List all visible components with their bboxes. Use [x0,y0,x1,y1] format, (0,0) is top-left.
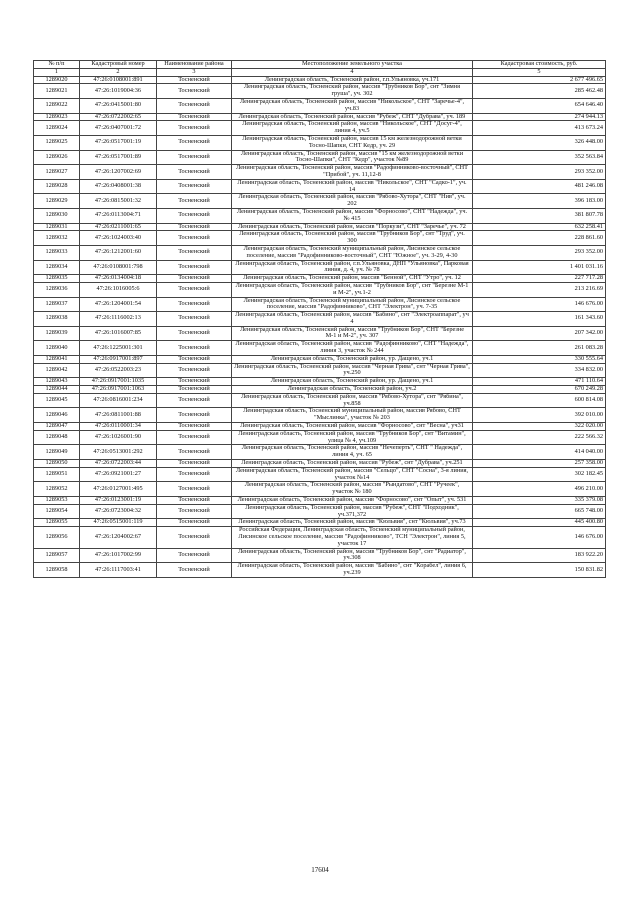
cadastral-number-cell: 47:26:0123001:19 [80,497,157,505]
cadastral-number-cell: 47:26:0127001:495 [80,482,157,497]
cadastral-value-cell: 414 040.00 [473,445,606,460]
district-cell: Тосненский [157,341,232,356]
page-number: 17604 [311,866,329,874]
cadastral-number-cell: 47:26:1225001:301 [80,341,157,356]
row-number-cell: 1289036 [34,282,80,297]
table-row [34,312,606,327]
location-cell: Ленинградская область, Тосненский район, массив "Кюльвия", снт "Кюльвия", уч.73 [232,519,473,527]
district-cell: Тосненский [157,445,232,460]
cadastral-value-cell: 670 249.28 [473,386,606,394]
district-cell: Тосненский [157,519,232,527]
cadastral-value-cell: 213 216.69 [473,282,606,297]
table-row [34,245,606,260]
row-number-cell: 1289025 [34,135,80,150]
cadastral-value-cell: 227 717.28 [473,275,606,283]
header-cell: Местоположение земельного участка [232,61,473,69]
cadastral-number-cell: 47:26:0211001:65 [80,223,157,231]
location-cell: Ленинградская область, Тосненский район, массив "Радофинниково", СНТ "Надежда", линия 3, участок № 244 [232,341,473,356]
cadastral-value-cell: 257 358.00 [473,460,606,468]
district-cell: Тосненский [157,548,232,563]
location-cell: Ленинградская область, Тосненский район, массив "Трубников Бор", снт "Радиатор", уч.308 [232,548,473,563]
location-cell: Ленинградская область, Тосненский район, массив "Форносово", снт "Весна", уч31 [232,423,473,431]
cadastral-number-cell: 47:26:0522003:23 [80,363,157,378]
header-number-cell: 2 [80,68,157,76]
row-number-cell: 1289021 [34,84,80,99]
table-row [34,482,606,497]
cadastral-table [33,60,606,578]
row-number-cell: 1289056 [34,527,80,548]
row-number-cell: 1289028 [34,179,80,194]
row-number-cell: 1289035 [34,275,80,283]
cadastral-value-cell: 302 182.45 [473,467,606,482]
cadastral-number-cell: 47:26:1212001:60 [80,245,157,260]
district-cell: Тосненский [157,326,232,341]
table-row [34,165,606,180]
location-cell: Ленинградская область, Тосненский район, массив "Поркузи", СНТ "Заречье", уч. 72 [232,223,473,231]
table-row [34,260,606,275]
row-number-cell: 1289026 [34,150,80,165]
district-cell: Тосненский [157,76,232,84]
row-number-cell: 1289046 [34,408,80,423]
table-row [34,363,606,378]
table-row [34,408,606,423]
cadastral-value-cell: 146 676.00 [473,297,606,312]
cadastral-value-cell: 285 462.48 [473,84,606,99]
cadastral-number-cell: 47:26:0816001:234 [80,393,157,408]
district-cell: Тосненский [157,430,232,445]
cadastral-value-cell: 274 944.13 [473,113,606,121]
district-cell: Тосненский [157,355,232,363]
district-cell: Тосненский [157,408,232,423]
row-number-cell: 1289049 [34,445,80,460]
row-number-cell: 1289023 [34,113,80,121]
header-number-cell: 4 [232,68,473,76]
table-row [34,282,606,297]
row-number-cell: 1289047 [34,423,80,431]
header-cell: Кадастровый номер [80,61,157,69]
cadastral-number-cell: 47:26:0407001:72 [80,121,157,136]
location-cell: Ленинградская область, Тосненский район, ур. Дащено, уч.1 [232,378,473,386]
table-row [34,121,606,136]
row-number-cell: 1289029 [34,194,80,209]
row-number-cell: 1289039 [34,326,80,341]
table-row [34,208,606,223]
cadastral-number-cell: 47:26:1026001:90 [80,430,157,445]
cadastral-value-cell: 471 110.64 [473,378,606,386]
cadastral-value-cell: 496 210.00 [473,482,606,497]
district-cell: Тосненский [157,113,232,121]
location-cell: Ленинградская область, Тосненский район, массив "Черная Грива", снт "Черная Грива", уч.250 [232,363,473,378]
table-row [34,179,606,194]
header-number-cell: 3 [157,68,232,76]
table-row [34,563,606,578]
cadastral-value-cell: 161 343.60 [473,312,606,327]
location-cell: Ленинградская область, Тосненский район, массив "Рубеж", СНТ "Подходник", уч.371,372 [232,504,473,519]
location-cell: Ленинградская область, Тосненский район, массив "Нечеперть", СНТ " Надежда", линия 4, уч. 65 [232,445,473,460]
row-number-cell: 1289048 [34,430,80,445]
cadastral-number-cell: 47:26:1016007:85 [80,326,157,341]
location-cell: Ленинградская область, Тосненский район, массив "Трубников Бор", СНТ "Березнe М-1 и М-2", уч. 307 [232,326,473,341]
table-row [34,527,606,548]
district-cell: Тосненский [157,194,232,209]
row-number-cell: 1289041 [34,355,80,363]
cadastral-number-cell: 47:26:1204001:54 [80,297,157,312]
cadastral-value-cell: 326 448.00 [473,135,606,150]
location-cell: Ленинградская область, Тосненский муниципальный район, Лисинское сельское поселение, массив "Радофинниково-восточный", СНТ "Южное", уч. 3-29, 4-30 [232,245,473,260]
header-number-row [34,68,606,76]
cadastral-number-cell: 47:26:0515001:119 [80,519,157,527]
row-number-cell: 1289022 [34,98,80,113]
location-cell: Российская Федерация, Ленинградская область, Тосненский муниципальный район, Лисинское сельское поселение, массив "Радофинниково", ТСН "Электрон", линия 5, участок 17 [232,527,473,548]
district-cell: Тосненский [157,231,232,246]
location-cell: Ленинградская область, Тосненский район, массив "Никольское", СНТ "Садко-1", уч. 14 [232,179,473,194]
district-cell: Тосненский [157,312,232,327]
cadastral-value-cell: 1 401 031.16 [473,260,606,275]
location-cell: Ленинградская область, Тосненский район, массив "Форносово", снт "Опыт", уч. 531 [232,497,473,505]
row-number-cell: 1289044 [34,386,80,394]
row-number-cell: 1289052 [34,482,80,497]
cadastral-number-cell: 47:26:0921001:27 [80,467,157,482]
row-number-cell: 1289053 [34,497,80,505]
table-row [34,326,606,341]
cadastral-value-cell: 392 010.00 [473,408,606,423]
cadastral-number-cell: 47:26:0917001:1035 [80,378,157,386]
district-cell: Тосненский [157,297,232,312]
district-cell: Тосненский [157,245,232,260]
row-number-cell: 1289034 [34,260,80,275]
cadastral-number-cell: 47:26:0110001:34 [80,423,157,431]
district-cell: Тосненский [157,563,232,578]
cadastral-value-cell: 228 861.60 [473,231,606,246]
location-cell: Ленинградская область, Тосненский район, массив "Сельцо", СНТ "Сосна", 3-я линия, участок №14 [232,467,473,482]
district-cell: Тосненский [157,282,232,297]
cadastral-value-cell: 413 673.24 [473,121,606,136]
table-row [34,135,606,150]
district-cell: Тосненский [157,378,232,386]
district-cell: Тосненский [157,386,232,394]
table-row [34,393,606,408]
cadastral-value-cell: 600 814.08 [473,393,606,408]
row-number-cell: 1289058 [34,563,80,578]
table-row [34,445,606,460]
cadastral-number-cell: 47:26:1019004:36 [80,84,157,99]
cadastral-number-cell: 47:26:1017002:99 [80,548,157,563]
location-cell: Ленинградская область, Тосненский район, массив "15 км железнодорожной ветки Тосно-Шапки", СНТ "Кедр", участок №89 [232,150,473,165]
header-cell: Кадастровая стоимость, руб. [473,61,606,69]
cadastral-number-cell: 47:26:1204002:67 [80,527,157,548]
row-number-cell: 1289031 [34,223,80,231]
location-cell: Ленинградская область, Тосненский район, массив "Бабино", снт "Электроаппарат", уч 4 [232,312,473,327]
cadastral-number-cell: 47:26:0722002:65 [80,113,157,121]
cadastral-number-cell: 47:26:0517001:89 [80,150,157,165]
location-cell: Ленинградская область, Тосненский район, массив "Трубников Бор", снт "Труд", уч. 300 [232,231,473,246]
district-cell: Тосненский [157,275,232,283]
cadastral-number-cell: 47:26:1116002:13 [80,312,157,327]
row-number-cell: 1289057 [34,548,80,563]
table-row [34,504,606,519]
cadastral-value-cell: 293 352.00 [473,245,606,260]
cadastral-value-cell: 334 832.00 [473,363,606,378]
cadastral-number-cell: 47:26:0811001:88 [80,408,157,423]
district-cell: Тосненский [157,165,232,180]
district-cell: Тосненский [157,423,232,431]
district-cell: Тосненский [157,504,232,519]
cadastral-value-cell: 632 258.41 [473,223,606,231]
table-body [34,76,606,577]
row-number-cell: 1289042 [34,363,80,378]
district-cell: Тосненский [157,98,232,113]
district-cell: Тосненский [157,363,232,378]
location-cell: Ленинградская область, Тосненский район, массив "Трубников Бор", снт "Витамин", улица № 4, уч.109 [232,430,473,445]
header-number-cell: 1 [34,68,80,76]
row-number-cell: 1289032 [34,231,80,246]
cadastral-value-cell: 665 748.00 [473,504,606,519]
cadastral-number-cell: 47:26:0723004:32 [80,504,157,519]
row-number-cell: 1289054 [34,504,80,519]
location-cell: Ленинградская область, Тосненский район, массив "Радофинниково-восточный", СНТ "Прибой", уч. 11,12-8 [232,165,473,180]
location-cell: Ленинградская область, Тосненский район, массив "Трубников Бор", снт "Березнe М-1 и М-2", уч.1-2 [232,282,473,297]
district-cell: Тосненский [157,84,232,99]
cadastral-value-cell: 2 677 496.65 [473,76,606,84]
cadastral-number-cell: 47:26:1024003:40 [80,231,157,246]
cadastral-number-cell: 47:26:0815001:32 [80,194,157,209]
district-cell: Тосненский [157,467,232,482]
location-cell: Ленинградская область, Тосненский район, массив "Рубеж", снт "Дубрава", уч.251 [232,460,473,468]
location-cell: Ленинградская область, Тосненский район, г.п.Ульяновка, ДНП "Ульяновка", Парковая линия, д. 4, уч. № 78 [232,260,473,275]
cadastral-number-cell: 47:26:0108001:891 [80,76,157,84]
header-cell: № п/п [34,61,80,69]
location-cell: Ленинградская область, Тосненский район, массив "Рябово-Хутора", СНТ "Нив", уч. 202 [232,194,473,209]
location-cell: Ленинградская область, Тосненский район, массив "Трубников Бор", снт "Зимня груша", уч. 302 [232,84,473,99]
table-row [34,150,606,165]
location-cell: Ленинградская область, Тосненский район, массив "Бабино", снт "Корабел", линия 6, уч.239 [232,563,473,578]
cadastral-number-cell: 47:26:0415001:80 [80,98,157,113]
district-cell: Тосненский [157,527,232,548]
cadastral-number-cell: 47:26:1016005:6 [80,282,157,297]
district-cell: Тосненский [157,482,232,497]
row-number-cell: 1289045 [34,393,80,408]
table-row [34,430,606,445]
cadastral-value-cell: 261 083.28 [473,341,606,356]
district-cell: Тосненский [157,393,232,408]
row-number-cell: 1289033 [34,245,80,260]
cadastral-value-cell: 481 246.08 [473,179,606,194]
location-cell: Ленинградская область, Тосненский район, массив "Бенной", СНТ "Утро", уч. 12 [232,275,473,283]
location-cell: Ленинградская область, Тосненский район, массив 15 км железнодорожной ветки Тосно-Шапки, СНТ Кедр, уч. 29 [232,135,473,150]
district-cell: Тосненский [157,260,232,275]
cadastral-value-cell: 335 379.08 [473,497,606,505]
location-cell: Ленинградская область, Тосненский район, г.п.Ульяновка, уч.171 [232,76,473,84]
table-row [34,341,606,356]
cadastral-value-cell: 293 352.00 [473,165,606,180]
location-cell: Ленинградская область, Тосненский район, массив "Рябово-Хутора", снт "Рябина", уч.858 [232,393,473,408]
cadastral-value-cell: 322 020.00 [473,423,606,431]
location-cell: Ленинградская область, Тосненский район, массив "Рубеж", СНТ "Дубрава", уч. 189 [232,113,473,121]
cadastral-value-cell: 654 646.40 [473,98,606,113]
location-cell: Ленинградская область, Тосненский район, массив "Рындатово", СНТ "Ручеек", участок № 180 [232,482,473,497]
cadastral-number-cell: 47:26:0408001:38 [80,179,157,194]
cadastral-value-cell: 352 563.84 [473,150,606,165]
cadastral-value-cell: 381 807.78 [473,208,606,223]
cadastral-value-cell: 396 183.00 [473,194,606,209]
row-number-cell: 1289055 [34,519,80,527]
cadastral-value-cell: 146 676.00 [473,527,606,548]
location-cell: Ленинградская область, Тосненский район, массив "Никольское", СНТ "Досуг-4", линия 4, уч.5 [232,121,473,136]
district-cell: Тосненский [157,121,232,136]
row-number-cell: 1289040 [34,341,80,356]
location-cell: Ленинградская область, Тосненский муниципальный район, Лисинское сельское поселение, массив "Радофинниково", СНТ "Электрон", уч. 7-35 [232,297,473,312]
cadastral-number-cell: 47:26:0722003:44 [80,460,157,468]
district-cell: Тосненский [157,460,232,468]
cadastral-number-cell: 47:26:0917001:897 [80,355,157,363]
table-row [34,548,606,563]
district-cell: Тосненский [157,497,232,505]
district-cell: Тосненский [157,135,232,150]
district-cell: Тосненский [157,179,232,194]
location-cell: Ленинградская область, Тосненский муниципальный район, массив Рябово, СНТ "Мыслинка", участок № 203 [232,408,473,423]
location-cell: Ленинградская область, Тосненский район, уч.2 [232,386,473,394]
row-number-cell: 1289038 [34,312,80,327]
location-cell: Ленинградская область, Тосненский район, ур. Дащено, уч.1 [232,355,473,363]
header-cell: Наименование района [157,61,232,69]
table-row [34,231,606,246]
cadastral-value-cell: 150 831.82 [473,563,606,578]
cadastral-number-cell: 47:26:1207002:69 [80,165,157,180]
cadastral-number-cell: 47:26:1117003:41 [80,563,157,578]
table-row [34,84,606,99]
cadastral-number-cell: 47:26:0917001:1063 [80,386,157,394]
cadastral-number-cell: 47:26:0134004:18 [80,275,157,283]
table-row [34,194,606,209]
table-row [34,355,606,363]
row-number-cell: 1289020 [34,76,80,84]
location-cell: Ленинградская область, Тосненский район, массив "Форносово", СНТ "Надежда", уч. № 415 [232,208,473,223]
table-row [34,98,606,113]
cadastral-number-cell: 47:26:0517001:19 [80,135,157,150]
row-number-cell: 1289043 [34,378,80,386]
row-number-cell: 1289037 [34,297,80,312]
district-cell: Тосненский [157,208,232,223]
row-number-cell: 1289030 [34,208,80,223]
cadastral-number-cell: 47:26:0108001:798 [80,260,157,275]
row-number-cell: 1289027 [34,165,80,180]
location-cell: Ленинградская область, Тосненский район, массив "Никольское", СНТ "Заречье-4", уч.83 [232,98,473,113]
cadastral-value-cell: 445 400.80 [473,519,606,527]
cadastral-value-cell: 183 922.20 [473,548,606,563]
row-number-cell: 1289024 [34,121,80,136]
table-row [34,467,606,482]
cadastral-value-cell: 207 342.00 [473,326,606,341]
cadastral-number-cell: 47:26:0513001:292 [80,445,157,460]
cadastral-value-cell: 330 555.64 [473,355,606,363]
table-row [34,297,606,312]
row-number-cell: 1289051 [34,467,80,482]
district-cell: Тосненский [157,223,232,231]
cadastral-value-cell: 222 566.32 [473,430,606,445]
row-number-cell: 1289050 [34,460,80,468]
district-cell: Тосненский [157,150,232,165]
cadastral-number-cell: 47:26:0113004:71 [80,208,157,223]
header-number-cell: 5 [473,68,606,76]
